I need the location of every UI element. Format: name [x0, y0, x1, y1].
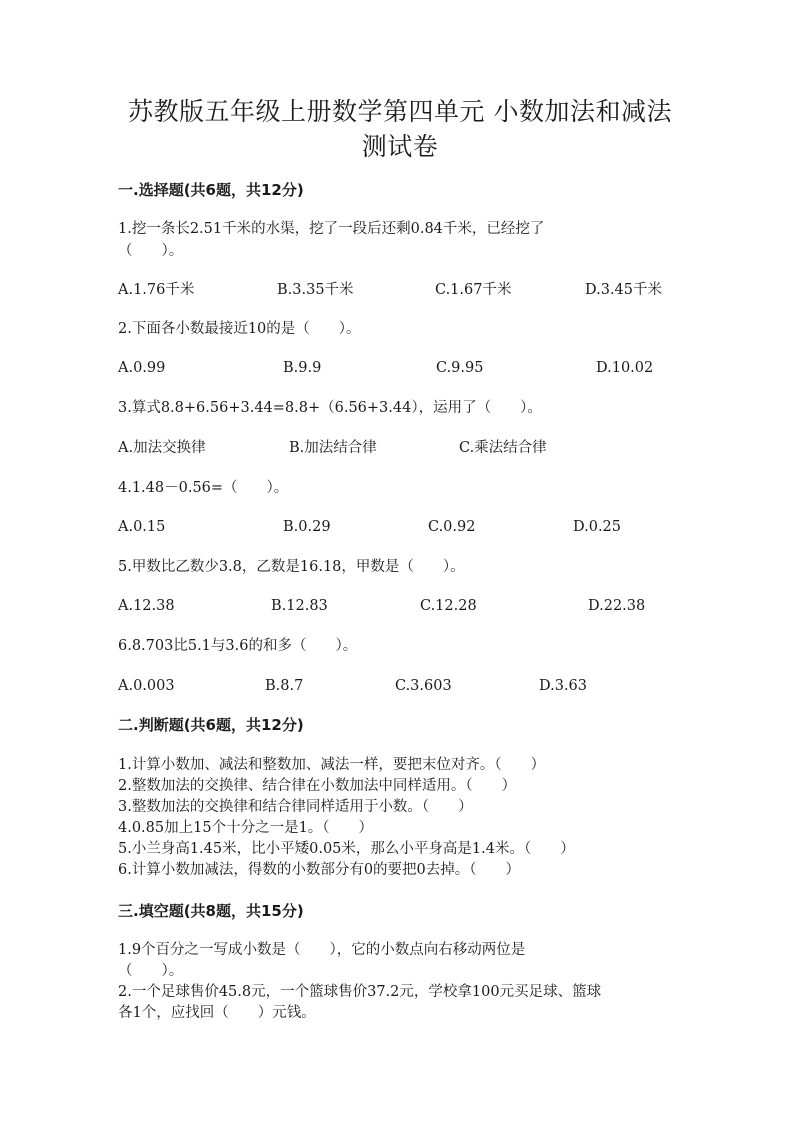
judge-item: 2.整数加法的交换律、结合律在小数加法中同样适用。（ ）: [118, 778, 517, 794]
option-c: C.12.28: [420, 598, 477, 614]
option-c: C.9.95: [436, 360, 484, 376]
question-stem: 1.挖一条长2.51千米的水渠，挖了一段后还剩0.84千米，已经挖了: [118, 221, 545, 237]
option-a: A.0.003: [118, 678, 175, 694]
judge-item: 6.计算小数加减法，得数的小数部分有0的要把0去掉。（ ）: [118, 862, 521, 878]
question-stem: 5.甲数比乙数少3.8，乙数是16.18，甲数是（ ）。: [118, 559, 465, 575]
section-heading-choice: 一.选择题(共6题，共12分): [118, 181, 304, 199]
judge-item: 1.计算小数加、减法和整数加、减法一样，要把末位对齐。（ ）: [118, 757, 546, 773]
option-a: A.1.76千米: [118, 282, 195, 298]
option-c: C.3.603: [395, 678, 452, 694]
judge-item: 3.整数加法的交换律和结合律同样适用于小数。（ ）: [118, 799, 473, 815]
fill-item-continued: （ ）。: [118, 963, 184, 979]
question-stem: 3.算式8.8+6.56+3.44=8.8+（6.56+3.44），运用了（ ）。: [118, 400, 542, 416]
option-b: B.加法结合律: [289, 440, 377, 456]
option-d: D.10.02: [596, 360, 654, 376]
option-d: D.0.25: [573, 519, 622, 535]
option-b: B.0.29: [283, 519, 331, 535]
page-title: 苏教版五年级上册数学第四单元 小数加法和减法: [128, 97, 672, 126]
question-stem: 6.8.703比5.1与3.6的和多（ ）。: [118, 638, 358, 654]
fill-item: 1.9个百分之一写成小数是（ ），它的小数点向右移动两位是: [118, 942, 526, 958]
judge-item: 4.0.85加上15个十分之一是1。（ ）: [118, 820, 374, 836]
option-b: B.12.83: [271, 598, 328, 614]
question-stem-continued: （ ）。: [118, 243, 184, 259]
option-b: B.9.9: [283, 360, 322, 376]
option-c: C.乘法结合律: [459, 440, 547, 456]
option-a: A.0.15: [118, 519, 166, 535]
option-c: C.1.67千米: [435, 282, 512, 298]
option-a: A.加法交换律: [118, 440, 206, 456]
section-heading-fill: 三.填空题(共8题，共15分): [118, 902, 304, 920]
option-d: D.3.45千米: [585, 282, 663, 298]
question-stem: 4.1.48－0.56=（ ）。: [118, 480, 289, 496]
option-d: D.3.63: [539, 678, 588, 694]
option-a: A.12.38: [118, 598, 175, 614]
option-b: B.8.7: [265, 678, 304, 694]
fill-item: 2.一个足球售价45.8元，一个篮球售价37.2元，学校拿100元买足球、篮球: [118, 984, 602, 1000]
option-b: B.3.35千米: [277, 282, 354, 298]
question-stem: 2.下面各小数最接近10的是（ ）。: [118, 321, 361, 337]
option-a: A.0.99: [118, 360, 166, 376]
option-c: C.0.92: [428, 519, 476, 535]
section-heading-judge: 二.判断题(共6题，共12分): [118, 716, 304, 734]
option-d: D.22.38: [588, 598, 646, 614]
fill-item-continued: 各1个，应找回（ ）元钱。: [118, 1005, 316, 1021]
judge-item: 5.小兰身高1.45米，比小平矮0.05米，那么小平身高是1.4米。（ ）: [118, 841, 575, 857]
page-title-continued: 测试卷: [361, 132, 439, 161]
